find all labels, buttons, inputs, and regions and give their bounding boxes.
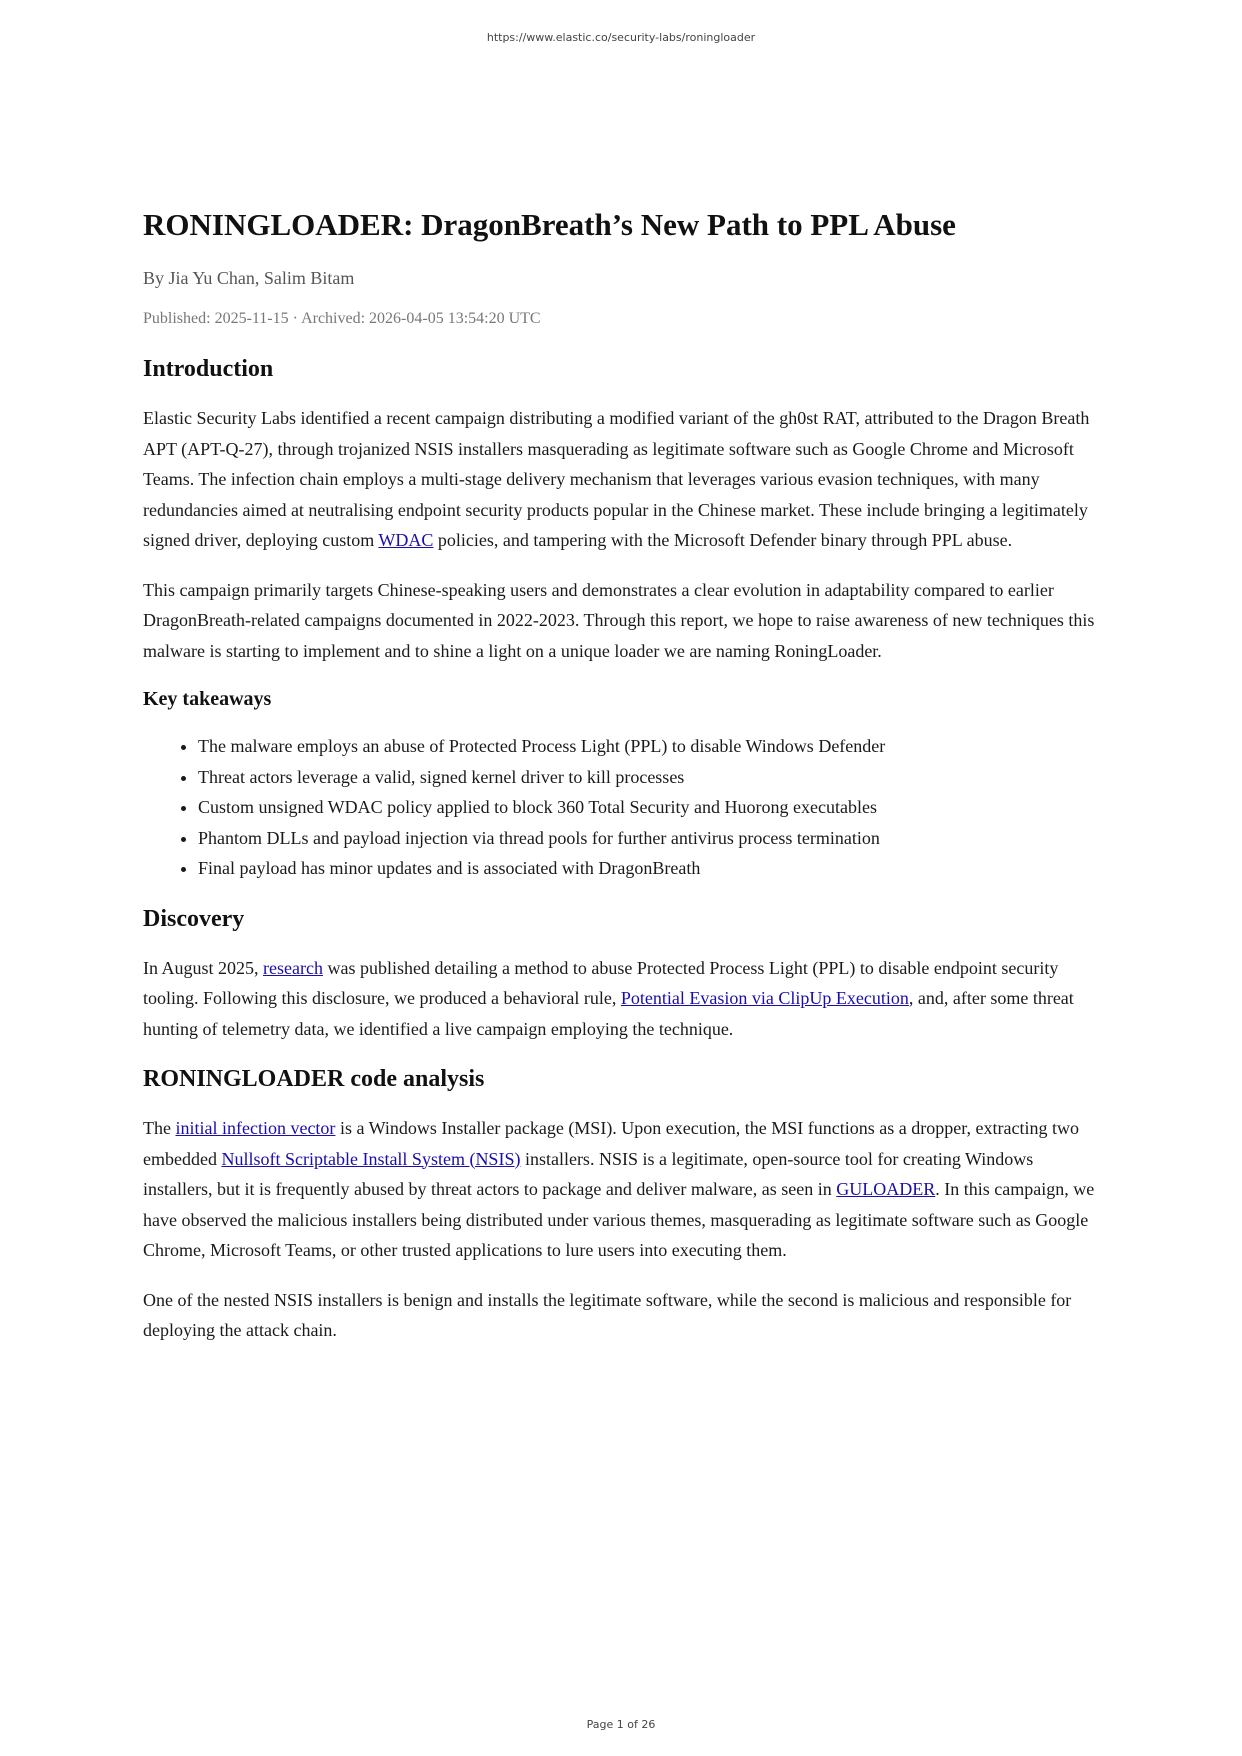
code-analysis-paragraph-1 bbox=[143, 1113, 1103, 1266]
article-byline: By Jia Yu Chan, Salim Bitam bbox=[143, 268, 355, 288]
page-number: Page 1 of 26 bbox=[586, 1718, 656, 1731]
code-analysis-paragraph-2: One of the nested NSIS installers is benign and installs the legitimate software, while the second is malicious and responsible for deploying the attack chain. bbox=[143, 1289, 1072, 1340]
text: In August 2025, bbox=[143, 957, 264, 978]
text: . In this campaign, we have observed the malicious installers being distributed under various themes, masquerading as legitimate software such as Google Chrome, Microsoft Teams, or other trusted applications to lure users into executing them. bbox=[143, 1179, 1095, 1260]
key-takeaways-list bbox=[143, 731, 1103, 884]
article-title: RONINGLOADER: DragonBreath’s New Path to PPL Abuse bbox=[143, 207, 956, 242]
link-research[interactable]: research bbox=[263, 957, 323, 978]
list-item: • Threat actors leverage a valid, signed kernel driver to kill processes bbox=[198, 762, 1103, 793]
link-wdac[interactable]: WDAC bbox=[378, 530, 434, 550]
page-url-header: https://www.elastic.co/security-labs/roningloader bbox=[486, 31, 756, 44]
text: was published detailing a method to abuse Protected Process Light (PPL) to disable endpoint security tooling. Following this disclosure, we produced a behavioral rule, bbox=[143, 957, 1059, 1008]
list-item: • Custom unsigned WDAC policy applied to block 360 Total Security and Huorong executables bbox=[198, 792, 1103, 823]
article-content bbox=[143, 205, 1103, 1346]
list-item: • Final payload has minor updates and is associated with DragonBreath bbox=[198, 853, 1103, 884]
link-nsis[interactable]: Nullsoft Scriptable Install System (NSIS) bbox=[221, 1148, 521, 1169]
discovery-paragraph bbox=[143, 953, 1103, 1045]
text: The bbox=[143, 1118, 176, 1138]
heading-introduction: Introduction bbox=[143, 356, 274, 382]
list-item: • Phantom DLLs and payload injection via thread pools for further antivirus process termination bbox=[198, 823, 1103, 854]
text: , and, after some threat hunting of telemetry data, we identified a live campaign employing the technique. bbox=[143, 988, 1074, 1039]
intro-paragraph-2: This campaign primarily targets Chinese-speaking users and demonstrates a clear evolution in adaptability compared to earlier DragonBreath-related campaigns documented in 2022-2023. Through this report, we hope to raise awareness of new techniques this malware is starting to implement and to shine a light on a unique loader we are naming RoningLoader. bbox=[143, 579, 1095, 661]
intro-paragraph-1 bbox=[143, 403, 1103, 556]
link-guloader[interactable]: GULOADER bbox=[836, 1179, 936, 1199]
text: policies, and tampering with the Microsoft Defender binary through PPL abuse. bbox=[433, 530, 1013, 550]
heading-code-analysis: RONINGLOADER code analysis bbox=[143, 1066, 485, 1092]
link-clipup-rule[interactable]: Potential Evasion via ClipUp Execution bbox=[620, 988, 909, 1008]
list-item: • The malware employs an abuse of Protected Process Light (PPL) to disable Windows Defender bbox=[198, 731, 1103, 762]
article-meta: Published: 2025-11-15 · Archived: 2026-04-05 13:54:20 UTC bbox=[143, 310, 541, 327]
text: installers. NSIS is a legitimate, open-source tool for creating Windows installers, but it is frequently abused by threat actors to package and deliver malware, as seen in bbox=[143, 1148, 1034, 1199]
link-initial-infection-vector[interactable]: initial infection vector bbox=[175, 1118, 336, 1138]
heading-discovery: Discovery bbox=[143, 905, 245, 932]
text: is a Windows Installer package (MSI). Upon execution, the MSI functions as a dropper, extracting two embedded bbox=[143, 1118, 1079, 1169]
text: Elastic Security Labs identified a recent campaign distributing a modified variant of the gh0st RAT, attributed to the Dragon Breath APT (APT-Q-27), through trojanized NSIS installers masquerading as legitimate software such as Google Chrome and Microsoft Teams. The infection chain employs a multi-stage delivery mechanism that leverages various evasion techniques, with many redundancies aimed at neutralising endpoint security products popular in the Chinese market. These include bringing a legitimately signed driver, deploying custom bbox=[143, 408, 1090, 550]
heading-key-takeaways: Key takeaways bbox=[143, 688, 272, 710]
